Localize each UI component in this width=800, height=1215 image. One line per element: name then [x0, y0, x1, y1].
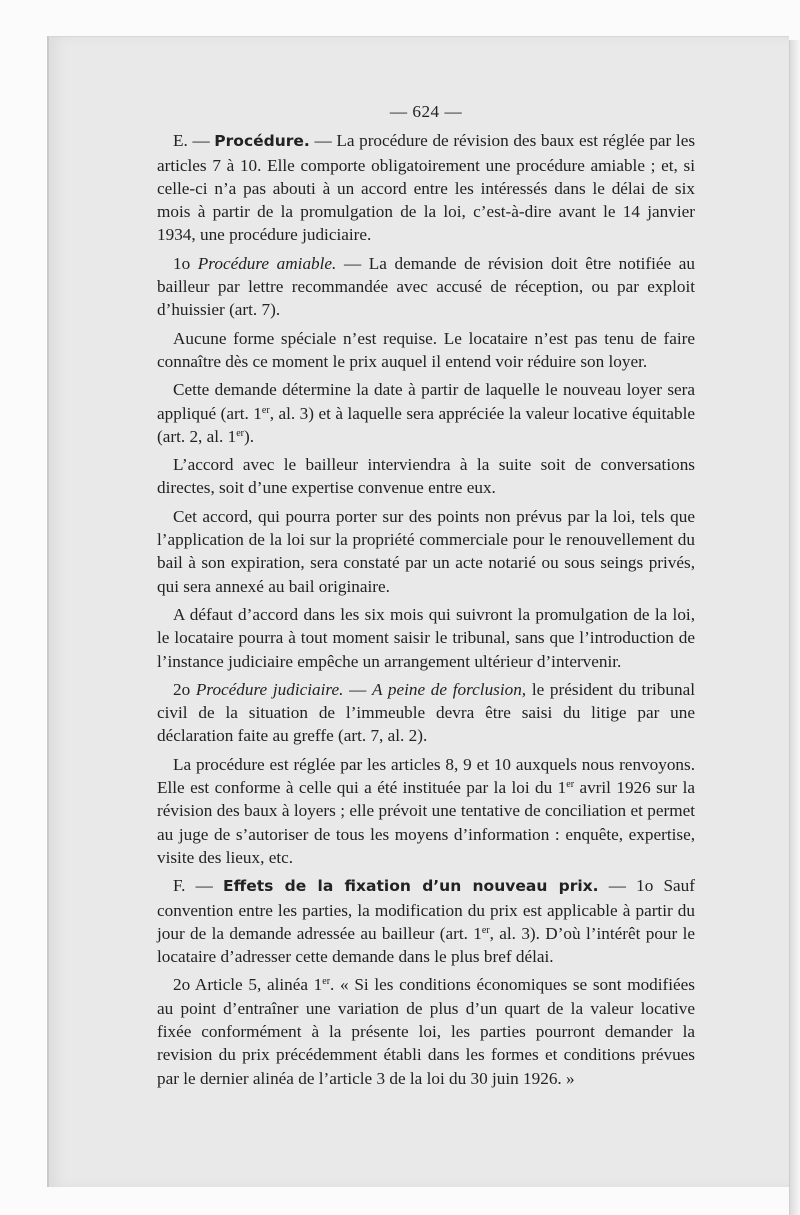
text-run: La procédure est réglée par les articles 8, 9 et 10 auxquels nous renvoyons. Elle est conforme à celle qui a été instituée par la loi du 1	[157, 754, 695, 798]
paragraph-demande	[157, 378, 695, 448]
text-run: , al. 3). D’où l’intérêt pour le locataire d’adresser cette demande dans le plus bref délai.	[157, 923, 695, 967]
paragraph-amiable	[157, 252, 695, 322]
paragraph-reglee	[157, 753, 695, 869]
paragraph-text: le président du tribunal civil de la situation de l’immeuble devra être saisi du litige par une déclaration faite au greffe (art. 7, al. 2).	[157, 679, 695, 746]
paragraph: Cet accord, qui pourra porter sur des points non prévus par la loi, tels que l’application de la loi sur la propriété commerciale pour le renouvellement du bail à son expiration, sera constaté par un acte notarié ou sous seings privés, qui sera annexé au bail originaire.	[157, 506, 695, 596]
section-heading: Procédure.	[214, 132, 310, 151]
dash: —	[343, 679, 372, 699]
paragraph-text: — La demande de révision doit être notifiée au bailleur par lettre recommandée avec accusé de réception, ou par exploit d’huissier (art. 7).	[157, 253, 695, 320]
section-letter: F. —	[173, 876, 213, 896]
superscript: er	[261, 404, 270, 416]
paragraph: Aucune forme spéciale n’est requise. Le locataire n’est pas tenu de faire connaître dès ce moment le prix auquel il entend voir réduire son loyer.	[157, 328, 695, 371]
page-text	[157, 100, 695, 1095]
text-run: avril 1926 sur la révision des baux à loyers ; elle prévoit une tentative de conciliation et permet au juge de s’autoriser de tous les moyens d’information : enquête, expertise, visite des lieux, etc.	[157, 778, 695, 867]
paragraph-section-f	[157, 874, 695, 968]
paragraph-section-e	[157, 129, 695, 246]
section-letter: E. —	[173, 131, 210, 151]
text-run: , al. 3) et à laquelle sera appréciée la valeur locative équitable (art. 2, al. 1	[157, 403, 695, 446]
text-run: ).	[244, 426, 255, 446]
page-edge	[789, 40, 800, 1215]
superscript: er	[236, 427, 245, 439]
subheading: Procédure amiable.	[197, 253, 337, 273]
superscript: er	[481, 924, 490, 936]
subheading: Procédure judiciaire.	[195, 679, 344, 699]
section-heading: Effets de la fixation d’un nouveau prix.	[223, 877, 599, 896]
text-run: — 1o Sauf convention entre les parties, la modification du prix est applicable à partir du jour de la demande adressée au bailleur (art. 1	[157, 876, 695, 943]
paragraph-judiciaire	[157, 678, 695, 748]
text-run: Cette demande détermine la date à partir de laquelle le nouveau loyer sera appliqué (art. 1	[157, 380, 695, 423]
list-number: 2o	[173, 679, 191, 699]
superscript: er	[566, 779, 575, 791]
paragraph-article5	[157, 973, 695, 1089]
page-number: — 624 —	[389, 102, 463, 121]
list-number: 1o	[173, 253, 191, 273]
text-run: . « Si les conditions économiques se sont modifiées au point d’entraîner une variation de plus d’un quart de la valeur locative fixée conformément à la présente loi, les parties pourront demander la revision du prix précédemment établi dans les formes et conditions prévues par le dernier alinéa de l’article 3 de la loi du 30 juin 1926. »	[157, 975, 695, 1088]
paragraph: A défaut d’accord dans les six mois qui suivront la promulgation de la loi, le locataire pourra à tout moment saisir le tribunal, sans que l’introduction de l’instance judiciaire empêche un arrangement ultérieur d’intervenir.	[157, 604, 695, 671]
paragraph: L’accord avec le bailleur interviendra à la suite soit de conversations directes, soit d’une expertise convenue entre eux.	[157, 455, 695, 498]
text-run: 2o Article 5, alinéa 1	[173, 975, 323, 995]
paragraph-text: — La procédure de révision des baux est réglée par les articles 7 à 10. Elle comporte obligatoirement une procédure amiable ; et, si celle-ci n’a pas abouti à un accord entre les intéressés dans le délai de six mois à partir de la promulgation de la loi, c’est-à-dire avant le 14 janvier 1934, une procédure judiciaire.	[157, 131, 696, 245]
superscript: er	[322, 976, 331, 988]
emphasis: A peine de forclusion,	[371, 679, 527, 699]
